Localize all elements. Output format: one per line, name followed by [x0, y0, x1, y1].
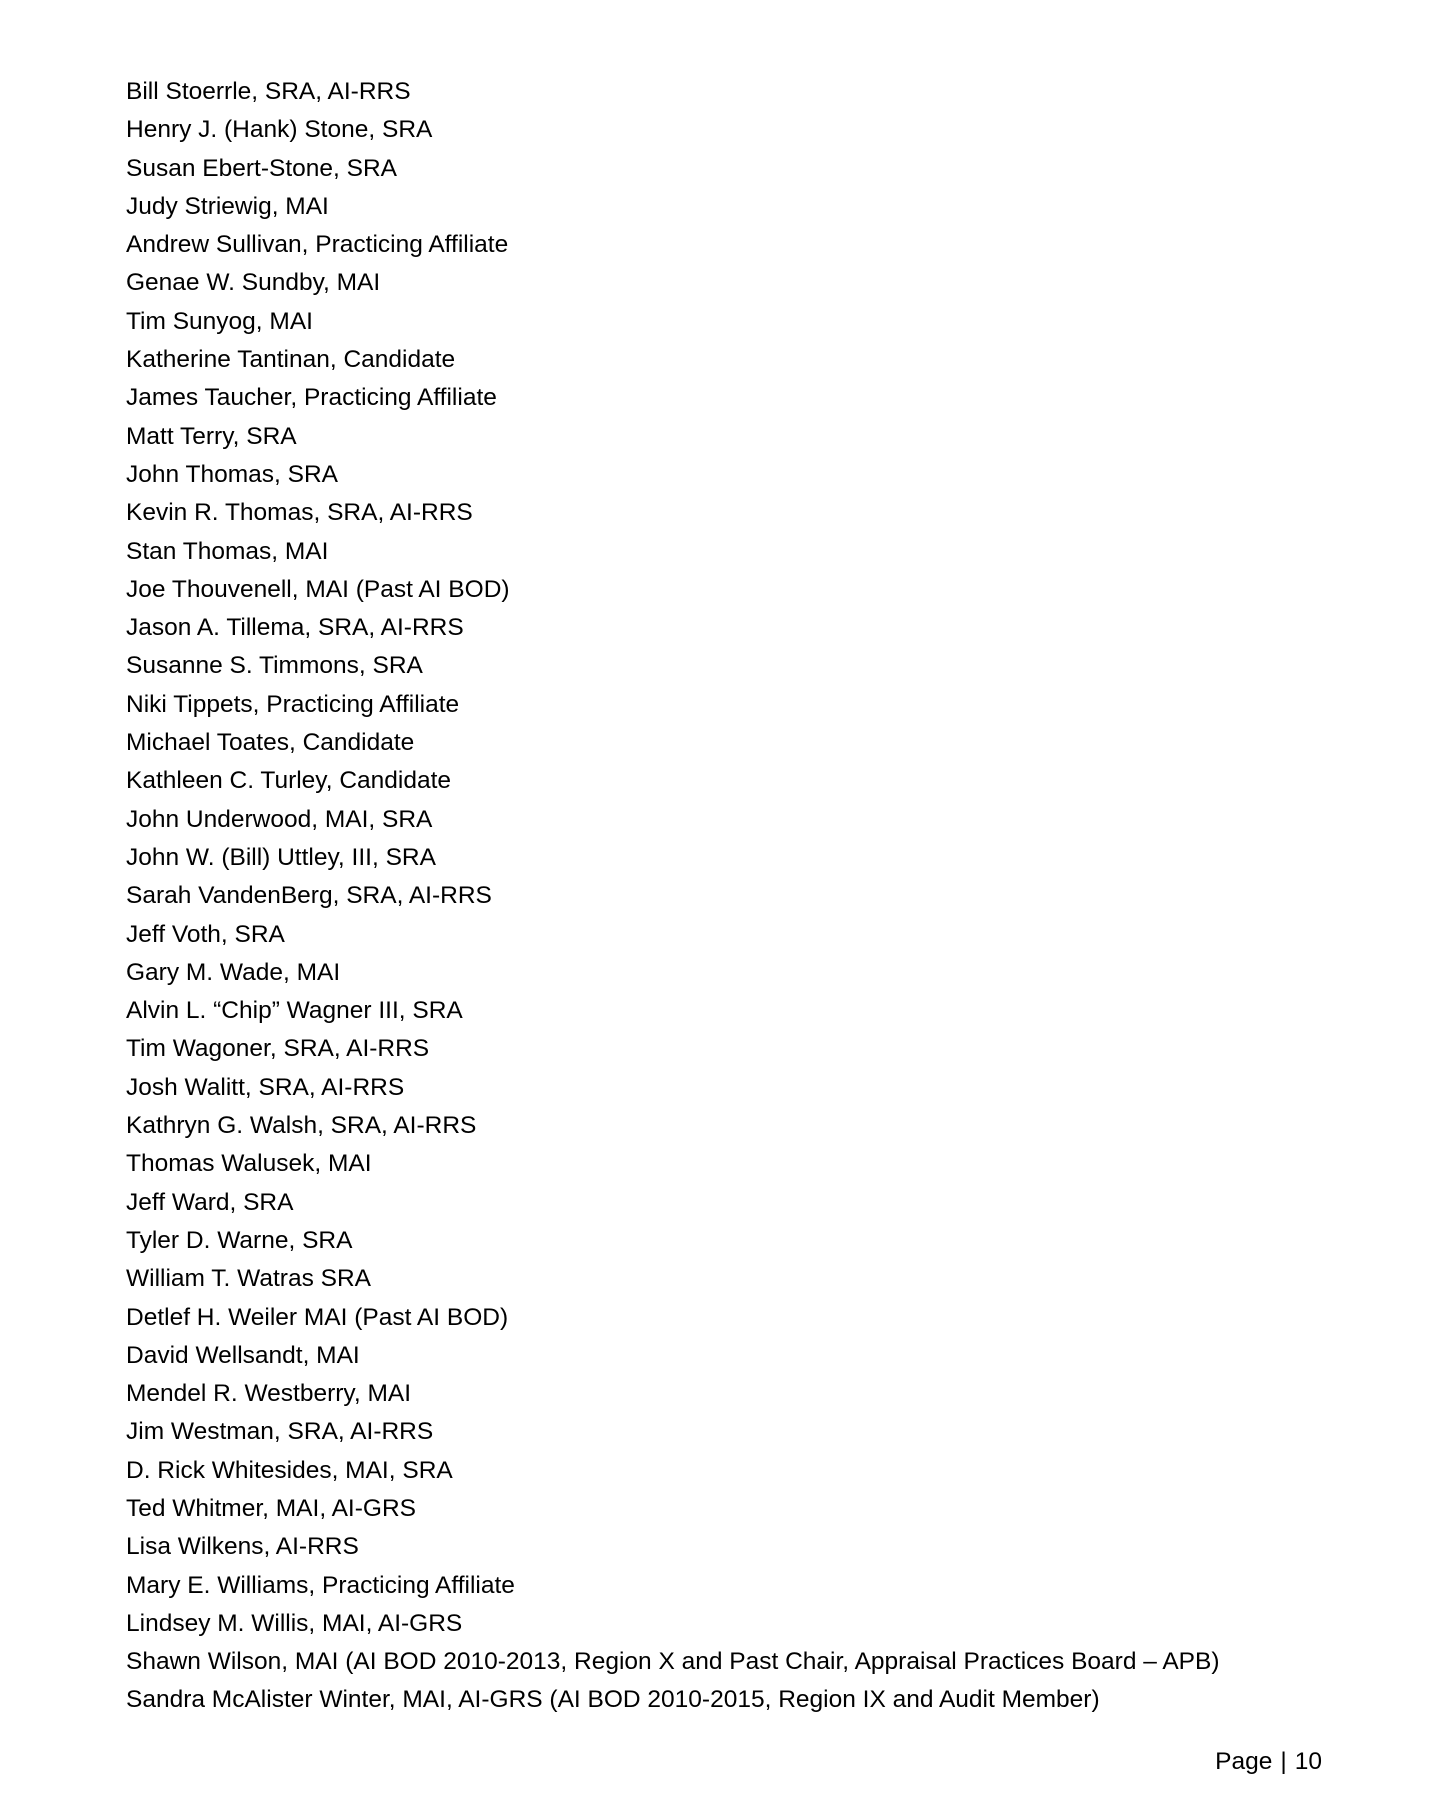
member-entry: Susanne S. Timmons, SRA [126, 652, 423, 680]
member-entry: Jim Westman, SRA, AI-RRS [126, 1418, 434, 1446]
member-entry: Jeff Ward, SRA [126, 1188, 294, 1216]
member-entry: Tim Wagoner, SRA, AI-RRS [126, 1035, 430, 1063]
member-entry: Thomas Walusek, MAI [126, 1150, 372, 1178]
member-entry: Katherine Tantinan, Candidate [126, 346, 456, 374]
member-entry: Michael Toates, Candidate [126, 729, 415, 757]
member-entry: Detlef H. Weiler MAI (Past AI BOD) [126, 1303, 509, 1331]
member-entry: Bill Stoerrle, SRA, AI-RRS [126, 78, 411, 105]
member-entry: Genae W. Sundby, MAI [126, 269, 381, 297]
member-entry: Kevin R. Thomas, SRA, AI-RRS [126, 499, 473, 527]
member-entry: Kathryn G. Walsh, SRA, AI-RRS [126, 1112, 477, 1140]
member-entry: Stan Thomas, MAI [126, 537, 329, 565]
member-entry: Judy Striewig, MAI [126, 192, 329, 220]
member-entry: Alvin L. “Chip” Wagner III, SRA [126, 997, 463, 1025]
member-entry: Kathleen C. Turley, Candidate [126, 767, 452, 795]
member-entry: Mendel R. Westberry, MAI [126, 1380, 412, 1408]
member-entry: Ted Whitmer, MAI, AI-GRS [126, 1494, 416, 1522]
member-entry: David Wellsandt, MAI [126, 1341, 360, 1369]
member-entry: William T. Watras SRA [126, 1265, 372, 1293]
page-label: Page [1215, 1748, 1273, 1775]
member-entry: Matt Terry, SRA [126, 422, 297, 450]
member-entry: Andrew Sullivan, Practicing Affiliate [126, 231, 509, 259]
member-entry: Shawn Wilson, MAI (AI BOD 2010-2013, Region X and Past Chair, Appraisal Practices Board – APB) [126, 1648, 1220, 1676]
member-entry: Niki Tippets, Practicing Affiliate [126, 690, 460, 718]
member-entry: Jeff Voth, SRA [126, 920, 285, 948]
member-entry: D. Rick Whitesides, MAI, SRA [126, 1456, 453, 1484]
member-entry: Gary M. Wade, MAI [126, 958, 341, 986]
member-entry: Mary E. Williams, Practicing Affiliate [126, 1571, 515, 1599]
member-entry: Tim Sunyog, MAI [126, 307, 313, 335]
member-entry: Henry J. (Hank) Stone, SRA [126, 116, 433, 144]
member-entry: John Thomas, SRA [126, 460, 338, 488]
member-entry: John W. (Bill) Uttley, III, SRA [126, 843, 436, 871]
member-entry: James Taucher, Practicing Affiliate [126, 384, 497, 412]
member-entry: Lisa Wilkens, AI-RRS [126, 1533, 359, 1561]
page-separator: | [1280, 1748, 1287, 1775]
member-entry: Tyler D. Warne, SRA [126, 1226, 353, 1254]
member-entry: John Underwood, MAI, SRA [126, 805, 433, 833]
page-footer [1215, 1743, 1322, 1781]
member-entry: Lindsey M. Willis, MAI, AI-GRS [126, 1609, 463, 1637]
member-entry: Sarah VandenBerg, SRA, AI-RRS [126, 882, 492, 910]
member-entry: Joe Thouvenell, MAI (Past AI BOD) [126, 575, 510, 603]
member-entry: Jason A. Tillema, SRA, AI-RRS [126, 614, 464, 642]
member-entry: Josh Walitt, SRA, AI-RRS [126, 1073, 405, 1101]
member-entry: Susan Ebert-Stone, SRA [126, 154, 398, 182]
member-entry: Sandra McAlister Winter, MAI, AI-GRS (AI BOD 2010-2015, Region IX and Audit Member) [126, 1686, 1100, 1714]
page-number: 10 [1294, 1748, 1322, 1775]
member-list [126, 73, 1220, 1720]
